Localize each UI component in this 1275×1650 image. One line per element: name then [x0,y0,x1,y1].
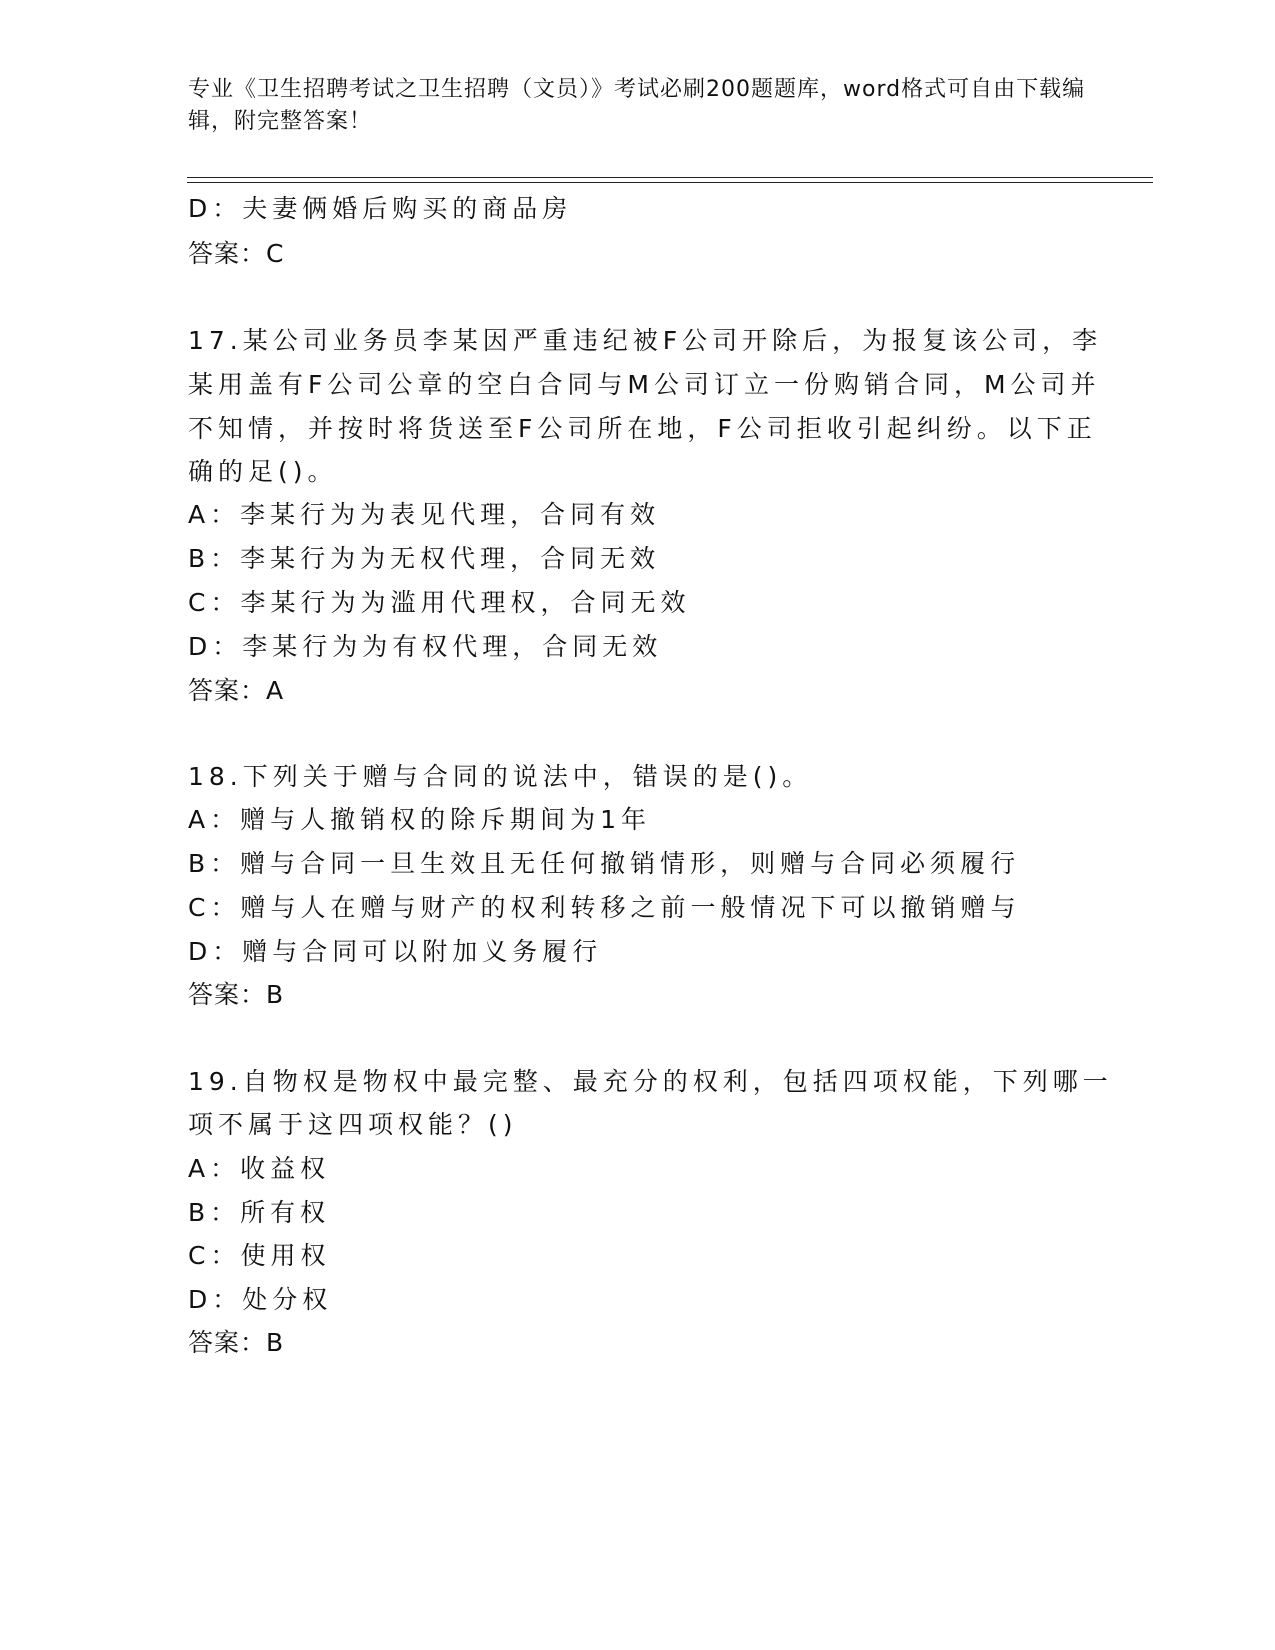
answer-prev: 答案：C [188,239,285,268]
question-19-answer: 答案：B [188,1328,285,1357]
header-divider-top [187,177,1153,178]
question-19-line-2: 项不属于这四项权能？() [188,1110,518,1139]
question-17-option-a: A：李某行为为表见代理，合同有效 [188,500,661,529]
question-18-option-c: C：赠与人在赠与财产的权利转移之前一般情况下可以撤销赠与 [188,893,1021,922]
question-18-answer: 答案：B [188,980,285,1009]
question-19-option-d: D：处分权 [188,1285,333,1314]
question-17-option-c: C：李某行为为滥用代理权，合同无效 [188,588,691,617]
question-17-option-d: D：李某行为为有权代理，合同无效 [188,632,663,661]
header-divider-bottom [187,182,1153,183]
document-header [188,74,1088,138]
question-18-option-a: A：赠与人撤销权的除斥期间为1年 [188,805,652,834]
question-17-answer: 答案：A [188,676,285,705]
question-18-line-1: 18.下列关于赠与合同的说法中，错误的是()。 [188,762,813,791]
question-17-line-2: 某用盖有F公司公章的空白合同与M公司订立一份购销合同，M公司并 [188,370,1101,399]
question-19-option-c: C：使用权 [188,1241,331,1270]
question-18-option-b: B：赠与合同一旦生效且无任何撤销情形，则赠与合同必须履行 [188,849,1021,878]
question-19-line-1: 19.自物权是物权中最完整、最充分的权利，包括四项权能，下列哪一 [188,1067,1113,1096]
question-17-line-3: 不知情，并按时将货送至F公司所在地，F公司拒收引起纠纷。以下正 [188,414,1097,443]
document-title: 专业《卫生招聘考试之卫生招聘（文员）》考试必刷200题题库，word格式可自由下载编辑，附完整答案！ [188,77,1086,134]
question-17-line-1: 17.某公司业务员李某因严重违纪被F公司开除后，为报复该公司，李 [188,326,1103,355]
question-17-option-b: B：李某行为为无权代理，合同无效 [188,544,661,573]
question-19-option-b: B：所有权 [188,1198,331,1227]
question-18-option-d: D：赠与合同可以附加义务履行 [188,937,603,966]
question-17-line-4: 确的足()。 [188,457,338,486]
option-d-prev: D：夫妻俩婚后购买的商品房 [188,194,573,223]
question-19-option-a: A：收益权 [188,1154,331,1183]
